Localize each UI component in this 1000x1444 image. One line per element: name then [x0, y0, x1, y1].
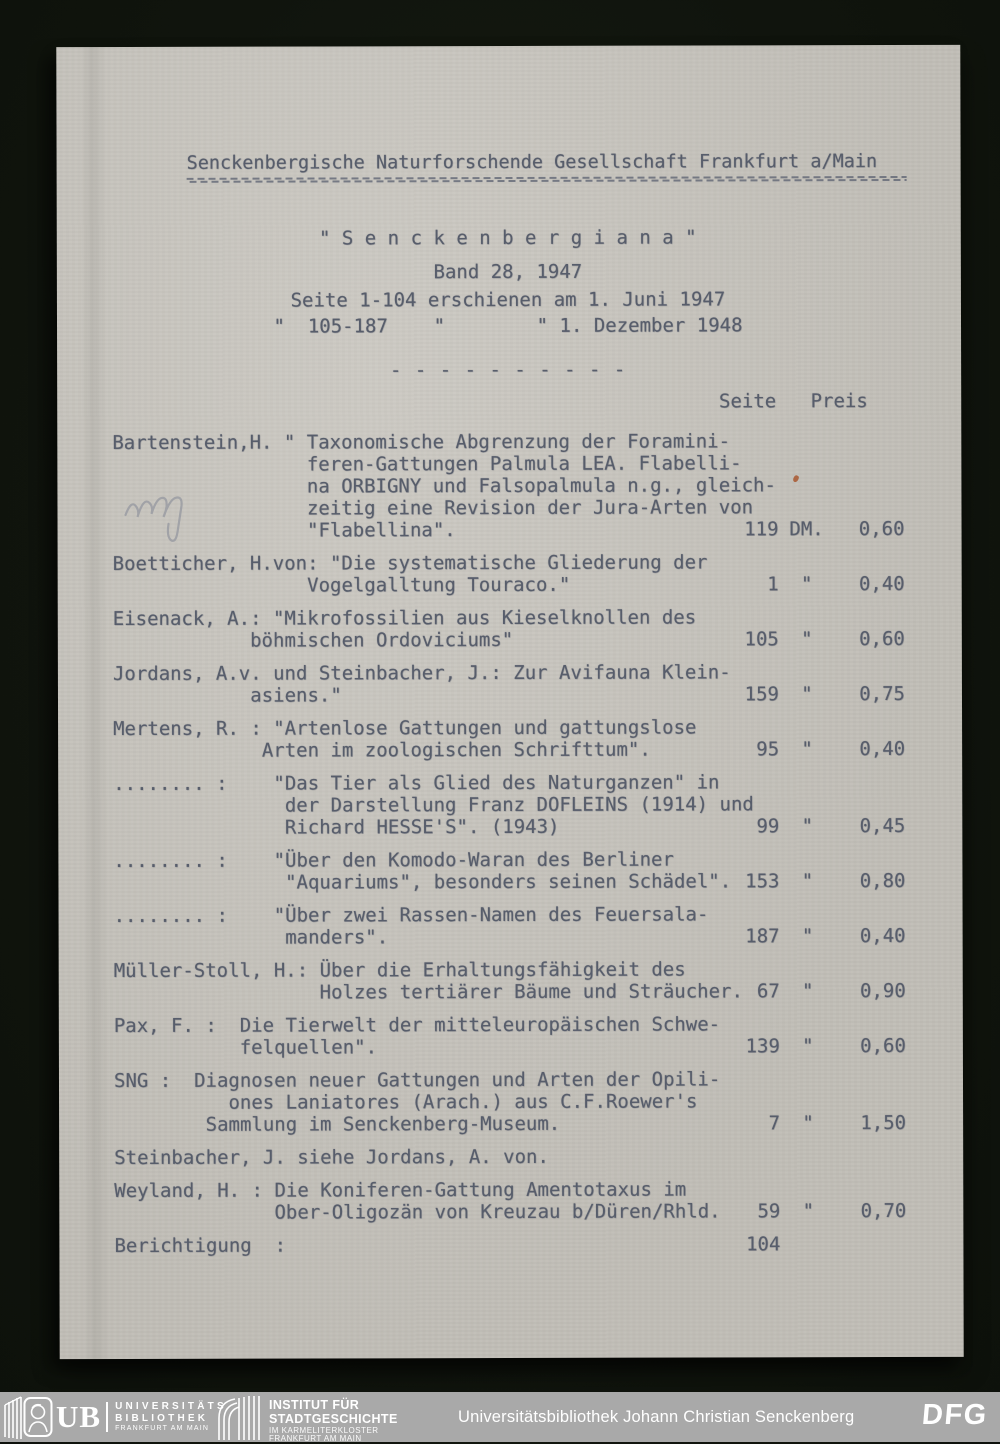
scanned-page [56, 45, 963, 1359]
entry-price: 0,90 [859, 979, 906, 1003]
entry-row [113, 716, 905, 762]
entry-currency-mark: " [801, 815, 814, 838]
library-name: Universitätsbibliothek Johann Christian Senckenberg [458, 1407, 855, 1426]
entry-columns [715, 683, 905, 705]
entry-row [113, 661, 905, 707]
entry-currency-mark: " [802, 1035, 814, 1058]
entry-columns [715, 628, 905, 650]
entry-text: Müller-Stoll, H.: Über die Erhaltungsfähigkeit des Holzes tertiärer Bäume und Sträucher. [113, 958, 743, 1005]
entries-list [112, 430, 906, 1257]
entry-page-number: 59 [757, 1200, 781, 1223]
ub-wordmark [115, 1401, 227, 1432]
isg-line2: STADTGESCHICHTE [269, 1411, 398, 1426]
entry-text: SNG : Diagnosen neuer Gattungen und Arten der Opili- ones Laniatores (Arach.) aus C.F.Roewer's Sammlung im Senckenberg-Museum. [113, 1068, 721, 1137]
letterhead-rule [187, 176, 907, 183]
entry-columns [716, 1035, 906, 1057]
entry-row [113, 551, 905, 597]
entry-row [113, 606, 905, 652]
entry-price: 0,45 [859, 814, 906, 838]
ub-separator [106, 1402, 108, 1432]
entry-page-number: 139 [745, 1035, 780, 1058]
entry-price: 0,60 [858, 517, 905, 541]
entry-columns [715, 870, 905, 892]
entry-page-number: 119 [744, 518, 779, 541]
entry-columns [715, 738, 905, 760]
entry-currency-mark: " [801, 870, 814, 893]
ub-abbreviation: UB [56, 1399, 102, 1434]
entry-text: Berichtigung : [114, 1234, 287, 1258]
entry-text: Boetticher, H.von: "Die systematische Gliederung der Vogelgalltung Touraco." [112, 551, 708, 598]
entry-currency-mark: DM. [789, 518, 824, 541]
entry-text: Steinbacher, J. siehe Jordans, A. von. [114, 1145, 549, 1170]
handwritten-pencil-mark [121, 477, 207, 549]
entry-text: Mertens, R. : "Artenlose Gattungen und gattungslose Arten im zoologischen Schrifttum". [113, 716, 697, 763]
entry-currency-mark: " [802, 1112, 814, 1135]
entry-price: 0,40 [859, 924, 906, 948]
entry-columns [716, 1200, 906, 1222]
entry-row [114, 903, 906, 949]
entry-currency-mark: " [801, 738, 813, 761]
entry-page-number: 153 [745, 870, 780, 893]
entry-columns [716, 1112, 906, 1134]
digitization-footer-bar [0, 1392, 1000, 1442]
entry-columns [716, 1233, 906, 1255]
entry-columns [715, 518, 905, 540]
column-header-preis: Preis [810, 390, 868, 413]
entry-price: 0,75 [859, 682, 906, 706]
isg-wordmark [269, 1394, 398, 1444]
entry-row [114, 1068, 906, 1136]
column-header-row [112, 390, 904, 414]
dfg-logo: DFG [920, 1399, 990, 1431]
entry-text: Jordans, A.v. und Steinbacher, J.: Zur Avifauna Klein- asiens." [112, 661, 731, 708]
entry-price: 1,50 [860, 1111, 907, 1135]
book-fore-edge-icon [3, 1395, 23, 1439]
entry-text: ........ : "Über den Komodo-Waran des Berliner "Aquariums", besonders seinen Schädel". [113, 848, 732, 895]
entry-row [114, 958, 906, 1004]
entry-row [113, 848, 905, 894]
entry-columns [716, 980, 906, 1002]
entry-price: 0,70 [860, 1199, 907, 1223]
entry-page-number: 159 [744, 683, 780, 706]
isg-line1: INSTITUT FÜR [269, 1398, 360, 1412]
entry-page-number: 67 [756, 980, 780, 1003]
entry-currency-mark [780, 1233, 836, 1255]
typewritten-content [111, 45, 906, 1268]
entry-currency-mark: " [801, 628, 813, 651]
ub-logo-group [3, 1395, 227, 1439]
entry-row [113, 771, 905, 839]
goethe-portrait-icon [23, 1396, 53, 1438]
institut-stadtgeschichte-group [214, 1394, 398, 1444]
issue-line-2: " 105-187 " " 1. Dezember 1948 [273, 314, 743, 338]
entry-price: 0,60 [860, 1034, 906, 1058]
ub-line1: UNIVERSITÄTS [115, 1401, 227, 1413]
letterhead: Senckenbergische Naturforschende Gesellschaft Frankfurt a/Main [186, 151, 878, 174]
entry-row [114, 1178, 906, 1224]
entry-text: ........ : "Über zwei Rassen-Namen des Feuersala- manders". [113, 903, 709, 950]
entry-row [114, 1013, 906, 1059]
entry-page-number: 7 [768, 1112, 781, 1135]
entry-price: 0,60 [859, 627, 905, 651]
entry-price: 0,40 [859, 737, 906, 761]
ub-line3: FRANKFURT AM MAIN [115, 1424, 210, 1432]
mid-divider: - - - - - - - - - - [389, 358, 627, 382]
entry-columns [716, 925, 906, 947]
entry-page-number: 105 [744, 628, 779, 651]
entry-page-number: 187 [745, 925, 780, 948]
isg-line4: FRANKFURT AM MAIN [269, 1434, 362, 1444]
entry-currency-mark: " [801, 683, 813, 706]
entry-text: Bartenstein,H. " Taxonomische Abgrenzung der Foramini- feren-Gattungen Palmula LEA. Flabelli- na ORBIGNY und Falsopalmula n.g., gleich- zeitig eine Revision der Jura-Arten von "Flabellina". [112, 430, 776, 543]
karmeliterkloster-arch-icon [214, 1394, 260, 1440]
entry-currency-mark: " [801, 925, 814, 948]
entry-text: Eisenack, A.: "Mikrofossilien aus Kieselknollen des böhmischen Ordoviciums" [112, 606, 697, 653]
entry-page-number: 95 [756, 738, 780, 761]
ub-line2: BIBLIOTHEK [115, 1412, 209, 1424]
entry-page-number: 99 [756, 815, 780, 838]
entry-row [112, 430, 904, 542]
entry-currency-mark: " [801, 980, 814, 1003]
journal-title: " S e n c k e n b e r g i a n a " [319, 226, 697, 250]
issue-line-1: Seite 1-104 erschienen am 1. Juni 1947 [290, 288, 726, 312]
volume-line: Band 28, 1947 [433, 260, 583, 284]
column-header-seite: Seite [718, 390, 777, 413]
entry-page-number: 1 [767, 573, 779, 596]
entry-columns [715, 573, 905, 595]
entry-currency-mark: " [802, 1200, 815, 1223]
entry-price [836, 1233, 906, 1255]
entry-text: Weyland, H. : Die Koniferen-Gattung Amentotaxus im Ober-Oligozän von Kreuzau b/Düren/Rhld. [114, 1178, 721, 1225]
entry-page-number: 104 [746, 1233, 781, 1256]
entry-columns [715, 815, 905, 837]
entry-price: 0,40 [858, 572, 905, 596]
entry-row [114, 1233, 906, 1257]
entry-row [114, 1145, 906, 1169]
isg-line3: IM KARMELITERKLOSTER [269, 1425, 379, 1435]
entry-text: ........ : "Das Tier als Glied des Naturganzen" in der Darstellung Franz DOFLEINS (1914) und Richard HESSE'S". (1943) [113, 771, 754, 840]
entry-currency-mark: " [800, 573, 813, 596]
entry-text: Pax, F. : Die Tierwelt der mitteleuropäischen Schwe- felquellen". [113, 1013, 721, 1060]
entry-price: 0,80 [859, 869, 906, 893]
